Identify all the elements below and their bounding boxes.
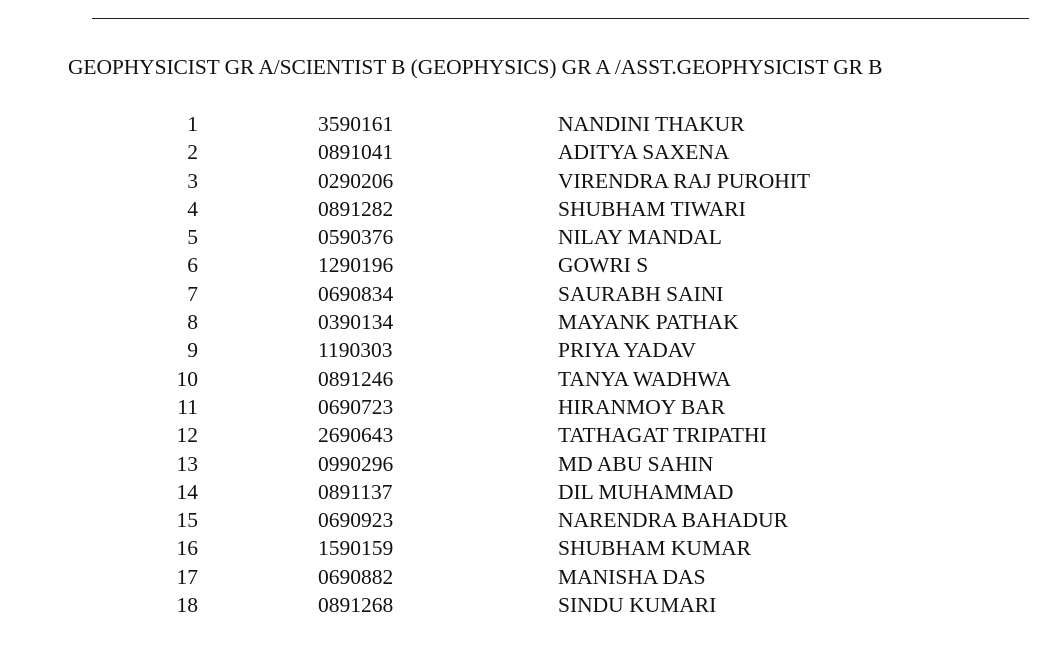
roll-number: 2690643	[318, 423, 394, 448]
serial-number: 1	[187, 112, 198, 136]
serial-number: 6	[187, 253, 198, 278]
candidate-name: DIL MUHAMMAD	[558, 479, 734, 504]
serial-number: 16	[176, 536, 198, 561]
serial-number: 7	[187, 281, 198, 306]
candidate-name: SAURABH SAINI	[558, 281, 724, 306]
list-item	[0, 506, 1062, 534]
roll-number: 0891282	[318, 196, 394, 221]
list-item	[0, 534, 1062, 562]
serial-number: 12	[176, 423, 198, 448]
list-item	[0, 591, 1062, 619]
candidate-name: TATHAGAT TRIPATHI	[558, 423, 767, 448]
roll-number: 0690923	[318, 508, 394, 533]
roll-number: 3590161	[318, 112, 394, 136]
list-item	[0, 393, 1062, 421]
serial-number: 14	[176, 479, 198, 504]
candidate-name: TANYA WADHWA	[558, 366, 731, 391]
serial-number: 9	[187, 338, 198, 363]
candidate-name: SHUBHAM TIWARI	[558, 196, 746, 221]
list-item	[0, 223, 1062, 251]
list-item	[0, 365, 1062, 393]
candidate-name: NILAY MANDAL	[558, 225, 722, 250]
results-list	[0, 110, 1062, 619]
roll-number: 1290196	[318, 253, 394, 278]
roll-number: 0891268	[318, 593, 394, 618]
list-item	[0, 280, 1062, 308]
list-item	[0, 251, 1062, 279]
roll-number: 0891246	[318, 366, 394, 391]
serial-number: 17	[176, 564, 198, 589]
roll-number: 0690882	[318, 564, 394, 589]
list-item	[0, 563, 1062, 591]
roll-number: 0891137	[318, 479, 393, 504]
candidate-name: SINDU KUMARI	[558, 593, 717, 618]
list-item	[0, 167, 1062, 195]
candidate-name: MAYANK PATHAK	[558, 310, 739, 335]
candidate-name: PRIYA YADAV	[558, 338, 696, 363]
candidate-name: MD ABU SAHIN	[558, 451, 714, 476]
serial-number: 8	[187, 310, 198, 335]
list-item	[0, 421, 1062, 449]
section-heading: GEOPHYSICIST GR A/SCIENTIST B (GEOPHYSICS) GR A /ASST.GEOPHYSICIST GR B	[68, 55, 883, 79]
candidate-name: SHUBHAM KUMAR	[558, 536, 751, 561]
list-item	[0, 138, 1062, 166]
top-rule	[92, 18, 1029, 19]
candidate-name: GOWRI S	[558, 253, 649, 278]
candidate-name: NANDINI THAKUR	[558, 112, 745, 136]
roll-number: 0690723	[318, 394, 394, 419]
serial-number: 10	[176, 366, 198, 391]
serial-number: 13	[176, 451, 198, 476]
roll-number: 0290206	[318, 168, 394, 193]
candidate-name: MANISHA DAS	[558, 564, 706, 589]
serial-number: 5	[187, 225, 198, 250]
list-item	[0, 450, 1062, 478]
roll-number: 0590376	[318, 225, 394, 250]
list-item	[0, 308, 1062, 336]
roll-number: 1190303	[318, 338, 393, 363]
candidate-name: VIRENDRA RAJ PUROHIT	[558, 168, 811, 193]
serial-number: 15	[176, 508, 198, 533]
roll-number: 0690834	[318, 281, 394, 306]
serial-number: 11	[177, 394, 198, 419]
roll-number: 1590159	[318, 536, 394, 561]
candidate-name: ADITYA SAXENA	[558, 140, 730, 165]
list-item	[0, 195, 1062, 223]
roll-number: 0891041	[318, 140, 394, 165]
serial-number: 3	[187, 168, 198, 193]
candidate-name: NARENDRA BAHADUR	[558, 508, 788, 533]
serial-number: 18	[176, 593, 198, 618]
serial-number: 2	[187, 140, 198, 165]
list-item	[0, 110, 1062, 138]
roll-number: 0990296	[318, 451, 394, 476]
serial-number: 4	[187, 196, 198, 221]
list-item	[0, 336, 1062, 364]
roll-number: 0390134	[318, 310, 394, 335]
list-item	[0, 478, 1062, 506]
candidate-name: HIRANMOY BAR	[558, 394, 726, 419]
